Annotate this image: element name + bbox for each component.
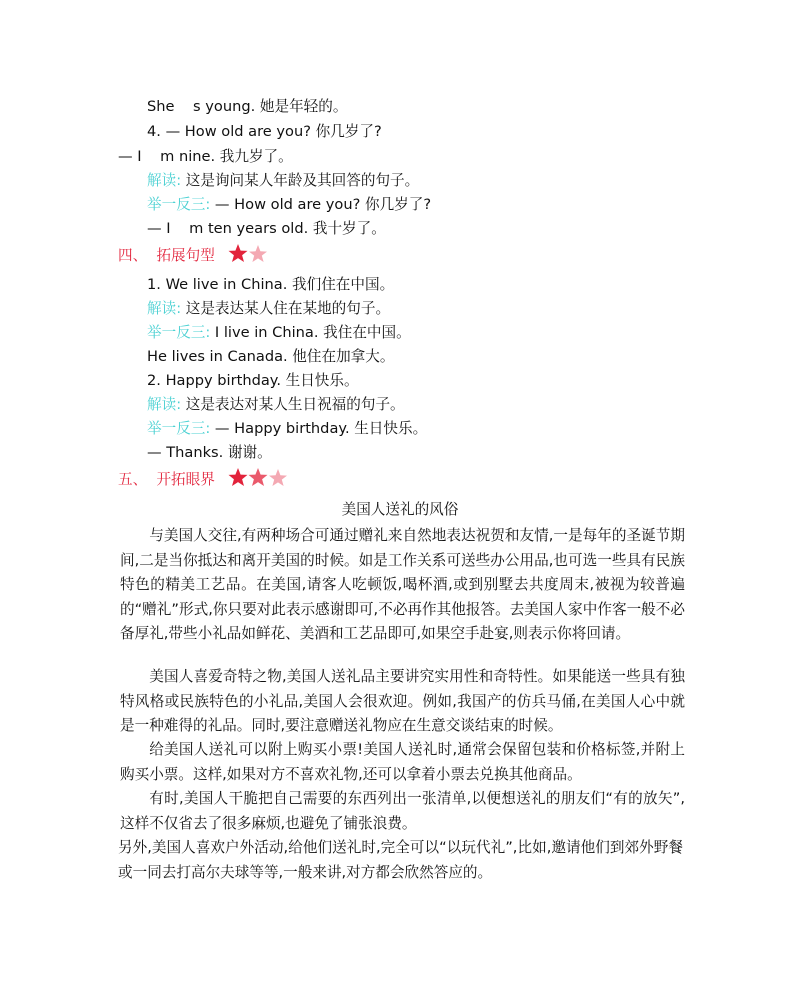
sentence-1: 1. We live in China. 我们住在中国。 bbox=[147, 276, 395, 293]
example-line-2: — Thanks. 谢谢。 bbox=[147, 444, 272, 461]
example-text: I live in China. 我住在中国。 bbox=[210, 324, 411, 341]
article-paragraph-3: 给美国人送礼可以附上购买小票!美国人送礼时,通常会保留包装和价格标签,并附上购买小票。这样,如果对方不喜欢礼物,还可以拿着小票去兑换其他商品。 bbox=[120, 741, 685, 783]
explain-line bbox=[147, 299, 390, 319]
difficulty-rating-2 bbox=[228, 243, 274, 269]
example-label: 举一反三: bbox=[147, 324, 211, 341]
explain-line bbox=[147, 395, 405, 415]
section-4-heading: 四、 拓展句型 bbox=[118, 247, 215, 264]
two-star-icon bbox=[228, 243, 274, 265]
three-star-icon bbox=[228, 467, 294, 489]
example-line bbox=[147, 323, 411, 343]
explain-label: 解读: bbox=[147, 300, 182, 317]
star-icon-filled bbox=[229, 468, 248, 486]
star-icon-filled bbox=[229, 244, 248, 262]
difficulty-rating-3 bbox=[228, 467, 294, 493]
article-title: 美国人送礼的风俗 bbox=[341, 501, 459, 518]
example-label: 举一反三: bbox=[147, 196, 211, 213]
article-paragraph-4: 有时,美国人干脆把自己需要的东西列出一张清单,以便想送礼的朋友们“有的放矢”,这样不仅省去了很多麻烦,也避免了铺张浪费。 bbox=[120, 790, 685, 832]
example-line bbox=[147, 419, 427, 439]
article-paragraph-1: 与美国人交往,有两种场合可通过赠礼来自然地表达祝贺和友情,一是每年的圣诞节期间,二是当你抵达和离开美国的时候。如是工作关系可送些办公用品,也可选一些具有民族特色的精美工艺品。在美国,请客人吃顿饭,喝杯酒,或到别墅去共度周末,被视为较普遍的“赠礼”形式,你只要对此表示感谢即可,不必再作其他报答。去美国人家中作客一般不必备厚礼,带些小礼品如鲜花、美酒和工艺品即可,如果空手赴宴,则表示你将回请。 bbox=[120, 527, 685, 642]
example-line-2: — I m ten years old. 我十岁了。 bbox=[147, 220, 386, 237]
explain-text: 这是表达对某人生日祝福的句子。 bbox=[181, 396, 405, 413]
article-paragraph-5: 另外,美国人喜欢户外活动,给他们送礼时,完全可以“以玩代礼”,比如,邀请他们到郊外野餐或一同去打高尔夫球等等,一般来讲,对方都会欣然答应的。 bbox=[118, 839, 683, 881]
article-paragraph-2: 美国人喜爱奇特之物,美国人送礼品主要讲究实用性和奇特性。如果能送一些具有独特风格或民族特色的小礼品,美国人会很欢迎。例如,我国产的仿兵马俑,在美国人心中就是一种难得的礼品。同时,要注意赠送礼物应在生意交谈结束的时候。 bbox=[120, 668, 685, 734]
sentence-she-is-young: She s young. 她是年轻的。 bbox=[147, 98, 348, 115]
explain-text: 这是表达某人住在某地的句子。 bbox=[181, 300, 391, 317]
sentence-a4: — I m nine. 我九岁了。 bbox=[118, 148, 293, 165]
example-line bbox=[147, 195, 431, 215]
sentence-q4: 4. — How old are you? 你几岁了? bbox=[147, 123, 382, 140]
explain-label: 解读: bbox=[147, 172, 182, 189]
section-5-heading: 五、 开拓眼界 bbox=[118, 471, 215, 488]
example-text: — Happy birthday. 生日快乐。 bbox=[210, 420, 428, 437]
explain-label: 解读: bbox=[147, 396, 182, 413]
sentence-2: 2. Happy birthday. 生日快乐。 bbox=[147, 372, 359, 389]
star-icon-light bbox=[249, 245, 267, 262]
example-text: — How old are you? 你几岁了? bbox=[210, 196, 432, 213]
star-icon-filled bbox=[249, 468, 268, 486]
example-label: 举一反三: bbox=[147, 420, 211, 437]
explain-text: 这是询问某人年龄及其回答的句子。 bbox=[181, 172, 420, 189]
star-icon-light bbox=[269, 469, 287, 486]
example-line-2: He lives in Canada. 他住在加拿大。 bbox=[147, 348, 395, 365]
explain-line bbox=[147, 171, 419, 191]
